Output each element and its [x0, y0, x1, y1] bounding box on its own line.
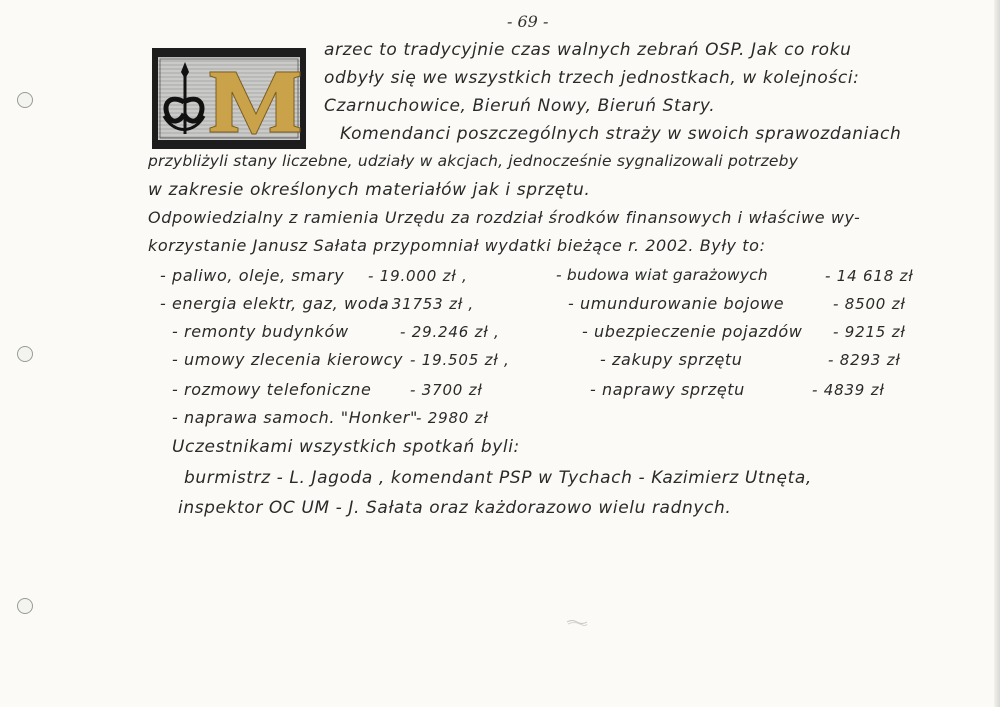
illuminated-initial	[152, 48, 306, 149]
expense-label: - ubezpieczenie pojazdów	[582, 322, 803, 341]
expense-value: - 3700 zł	[410, 381, 483, 399]
expense-value: - 4839 zł	[812, 381, 885, 399]
expense-value: - 14 618 zł	[825, 267, 914, 285]
expense-value: - 19.000 zł ,	[368, 267, 468, 285]
intro-line: Komendanci poszczególnych straży w swoich sprawozdaniach	[340, 124, 902, 144]
expense-value: - 19.505 zł ,	[410, 351, 510, 369]
expense-label: - paliwo, oleje, smary	[160, 266, 345, 285]
expense-label: - budowa wiat garażowych	[556, 266, 768, 284]
expense-label: - energia elektr, gaz, woda	[160, 294, 390, 313]
expense-value: - 29.246 zł ,	[400, 323, 500, 341]
intro-line: arzec to tradycyjnie czas walnych zebrań OSP. Jak co roku	[324, 40, 852, 60]
expense-label: - umundurowanie bojowe	[568, 294, 785, 313]
expense-label: - naprawa samoch. "Honker"	[172, 408, 418, 427]
intro-line: w zakresie określonych materiałów jak i sprzętu.	[148, 180, 591, 200]
closing-line: burmistrz - L. Jagoda , komendant PSP w Tychach - Kazimierz Utnęta,	[184, 468, 812, 488]
expense-label: - remonty budynków	[172, 322, 349, 341]
binder-hole-icon	[17, 598, 33, 614]
expense-value: - 31753 zł ,	[380, 295, 474, 313]
expense-value: - 8500 zł	[833, 295, 906, 313]
expense-label: - zakupy sprzętu	[600, 350, 743, 369]
binder-hole-icon	[17, 92, 33, 108]
expense-label: - rozmowy telefoniczne	[172, 380, 372, 399]
intro-line: Odpowiedzialny z ramienia Urzędu za rozdział środków finansowych i właściwe wy-	[148, 208, 861, 227]
expense-value: - 9215 zł	[833, 323, 906, 341]
ink-smudge-icon	[566, 618, 588, 626]
expense-value: - 2980 zł	[416, 409, 489, 427]
binder-hole-icon	[17, 346, 33, 362]
expense-label: - umowy zlecenia kierowcy	[172, 350, 404, 369]
page-number: - 69 -	[507, 12, 549, 31]
expense-value: - 8293 zł	[828, 351, 901, 369]
page-edge-shadow	[994, 0, 1000, 707]
ornament-icon	[152, 48, 306, 149]
intro-line: korzystanie Janusz Sałata przypomniał wydatki bieżące r. 2002. Były to:	[148, 236, 766, 255]
expense-label: - naprawy sprzętu	[590, 380, 745, 399]
intro-line: odbyły się we wszystkich trzech jednostkach, w kolejności:	[324, 68, 860, 88]
closing-line: inspektor OC UM - J. Sałata oraz każdorazowo wielu radnych.	[178, 498, 732, 518]
closing-line: Uczestnikami wszystkich spotkań byli:	[172, 437, 520, 457]
intro-line: przybliżyli stany liczebne, udziały w akcjach, jednocześnie sygnalizowali potrzeby	[148, 152, 799, 170]
intro-line: Czarnuchowice, Bieruń Nowy, Bieruń Stary.	[324, 96, 716, 116]
